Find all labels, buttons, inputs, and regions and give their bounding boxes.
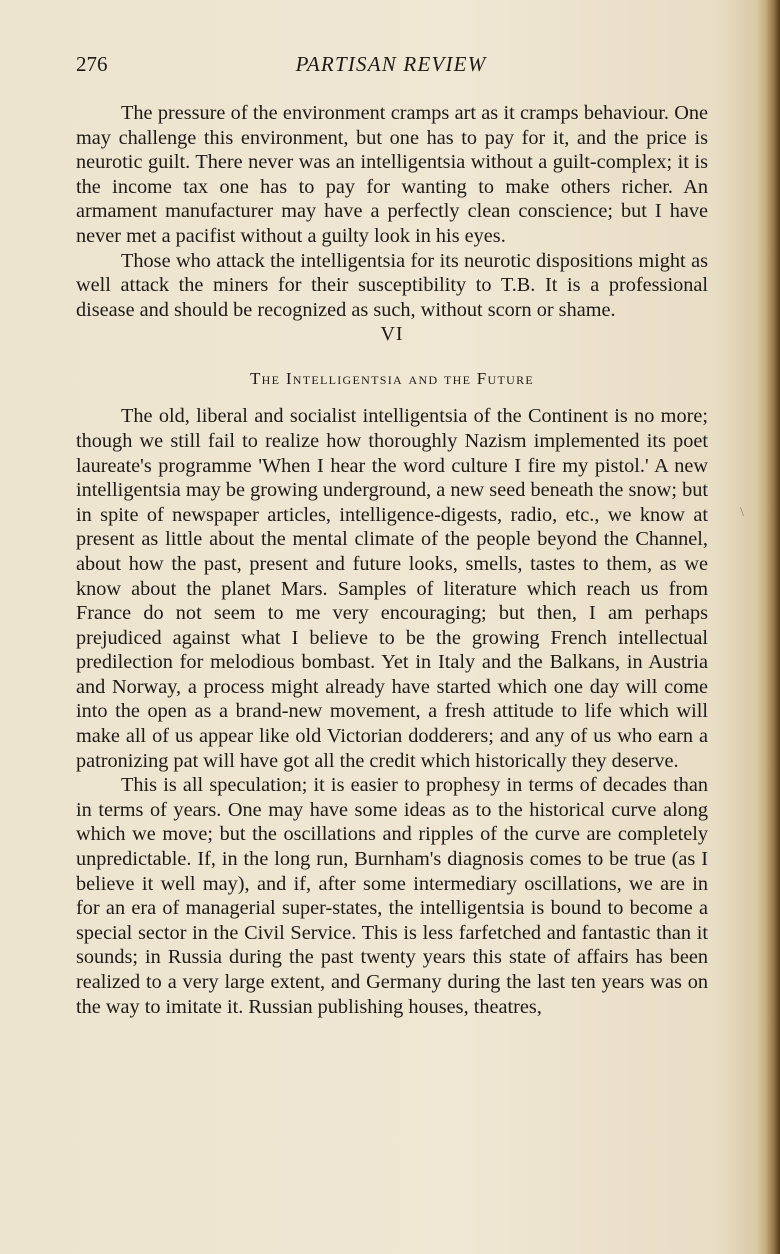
paragraph: Those who attack the intelligentsia for its neurotic dispositions might as well attack the miners for their susceptibility to T.B. It is a professional disease and should be recognized as such, without scorn or shame. — [76, 249, 708, 321]
page-header — [76, 52, 706, 86]
paragraph: The old, liberal and socialist intelligentsia of the Continent is no more; though we still fail to realize how thoroughly Nazism implemented its poet laureate's programme 'When I hear the word culture I fire my pistol.' A new intelligentsia may be growing underground, a new seed beneath the snow; but in spite of newspaper articles, intelligence-digests, radio, etc., we know at present as little about the mental climate of the people beyond the Channel, about how the past, present and future looks, smells, tastes to them, as we know about the planet Mars. Samples of literature which reach us from France do not seem to me very encouraging; but then, I am perhaps prejudiced against what I believe to be the growing French intellectual predilection for melodious bombast. Yet in Italy and the Balkans, in Austria and Norway, a process might already have started which one day will come into the open as a brand-new movement, a fresh attitude to life which will make all of us appear like old Victorian dodderers; and any of us who earn a patronizing pat will have got all the credit which historically they deserve. — [76, 405, 708, 772]
stray-mark: \ — [740, 505, 744, 520]
page-number: 276 — [76, 52, 108, 76]
running-title: PARTISAN REVIEW — [295, 52, 487, 76]
paragraph: The pressure of the environment cramps art as it cramps behaviour. One may challenge this environment, but one has to pay for it, and the price is neurotic guilt. There never was an intelligentsia without a guilt-complex; it is the income tax one has to pay for wanting to make others richer. An armament manufacturer may have a perfectly clean conscience; but I have never met a pacifist without a guilty look in his eyes. — [76, 102, 708, 247]
section-number: VI — [380, 323, 404, 346]
book-gutter-shadow — [766, 0, 780, 1254]
body-text — [76, 101, 708, 1019]
paragraph: This is all speculation; it is easier to prophesy in terms of decades than in terms of years. One may have some ideas as to the historical curve along which we move; but the oscillations and ripples of the curve are completely unpredictable. If, in the long run, Burnham's diagnosis comes to be true (as I believe it well may), and if, after some intermediary oscillations, we are in for an era of managerial super-states, the intelligentsia is bound to become a special sector in the Civil Service. This is less farfetched and fantastic than it sounds; in Russia during the past twenty years this state of affairs has been realized to a very large extent, and Germany during the last ten years was on the way to imitate it. Russian publishing houses, theatres, — [76, 774, 708, 1018]
section-title: The Intelligentsia and the Future — [249, 369, 535, 389]
